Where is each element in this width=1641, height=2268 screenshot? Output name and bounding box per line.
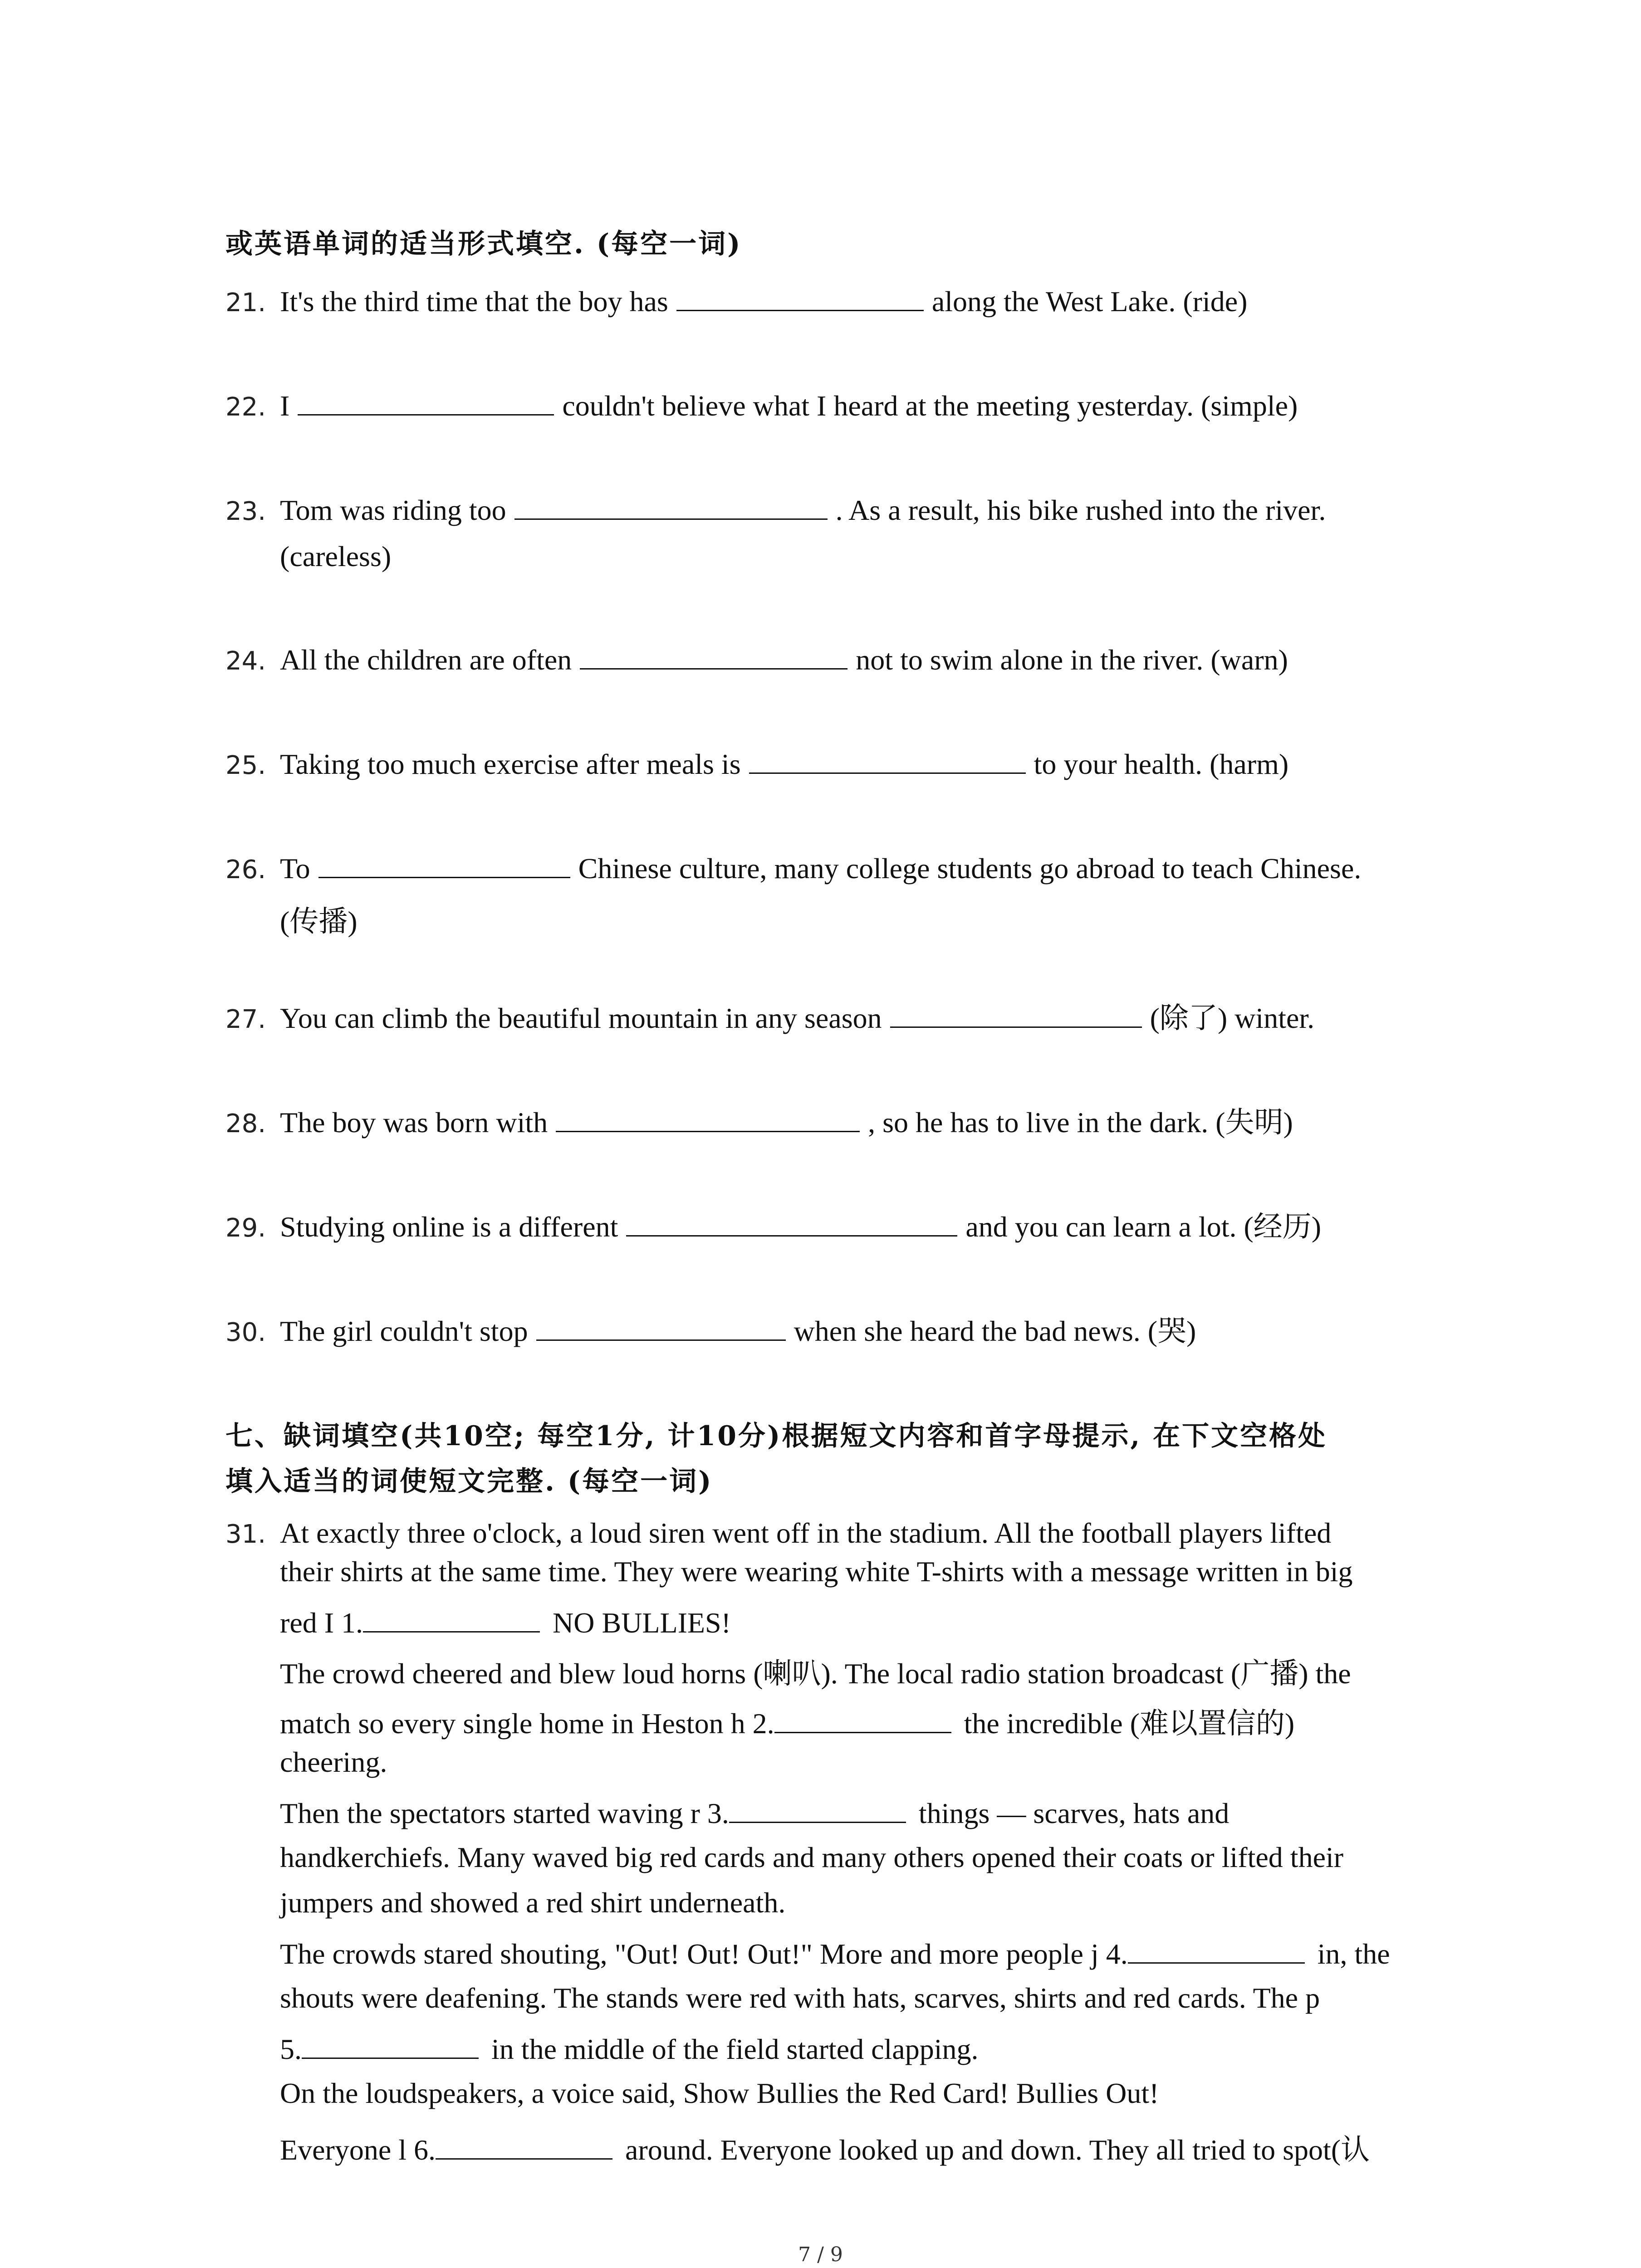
passage-text: in, the — [1317, 1938, 1390, 1970]
question-text-after: couldn't believe what I heard at the meeting yesterday. (simple) — [562, 390, 1298, 422]
question-text-before: Taking too much exercise after meals is — [280, 748, 741, 780]
passage-line: On the loudspeakers, a voice said, Show Bullies the Red Card! Bullies Out! — [280, 2077, 1159, 2109]
question-29 — [225, 1204, 1321, 1251]
question-text-before: I — [280, 390, 290, 422]
answer-blank[interactable] — [749, 746, 1026, 774]
passage-text: match so every single home in Heston h 2. — [280, 1707, 774, 1740]
passage-line: shouts were deafening. The stands were red with hats, scarves, shirts and red cards. The p — [280, 1982, 1320, 2014]
passage-text: Everyone l 6. — [280, 2134, 436, 2166]
question-hint: (careless) — [280, 540, 392, 572]
passage-text: in the middle of the field started clapping. — [491, 2033, 979, 2065]
answer-blank[interactable] — [890, 1000, 1142, 1028]
question-number: 24. — [225, 646, 266, 676]
answer-blank[interactable] — [318, 850, 570, 878]
passage-text: NO BULLIES! — [553, 1607, 731, 1639]
question-text-before: It's the third time that the boy has — [280, 285, 668, 318]
passage-text: the incredible (难以置信的) — [964, 1707, 1295, 1740]
passage-line: their shirts at the same time. They were wearing white T-shirts with a message written in big — [280, 1555, 1353, 1588]
passage-line — [280, 1700, 1294, 1742]
passage-line — [280, 2031, 978, 2066]
question-24 — [225, 637, 1288, 684]
question-text-before: All the children are often — [280, 644, 572, 676]
question-text-before: To — [280, 852, 310, 885]
question-number: 30. — [225, 1318, 266, 1347]
answer-blank[interactable] — [514, 492, 828, 520]
question-text-after: Chinese culture, many college students go abroad to teach Chinese. — [578, 852, 1362, 885]
question-hint: (传播) — [280, 905, 358, 938]
cloze-blank-6[interactable] — [436, 2132, 612, 2160]
passage-line: handkerchiefs. Many waved big red cards and many others opened their coats or lifted their — [280, 1841, 1344, 1873]
question-number: 23. — [225, 497, 266, 526]
passage-text: around. Everyone looked up and down. They all tried to spot(认 — [625, 2134, 1370, 2166]
question-26 — [225, 846, 1361, 893]
question-text-after: and you can learn a lot. (经历) — [965, 1211, 1322, 1243]
question-text-after: along the West Lake. (ride) — [931, 285, 1248, 318]
passage-line — [280, 1795, 1229, 1830]
question-21 — [225, 279, 1247, 326]
page-number: 7 / 9 — [798, 2243, 843, 2266]
passage-line: jumpers and showed a red shirt underneath. — [280, 1887, 786, 1919]
passage-text: At exactly three o'clock, a loud siren went off in the stadium. All the football players lifted — [280, 1517, 1332, 1549]
question-text-before: The boy was born with — [280, 1106, 548, 1139]
question-text-after: not to swim alone in the river. (warn) — [856, 644, 1288, 676]
section-heading: 七、缺词填空(共10空; 每空1分, 计10分)根据短文内容和首字母提示, 在下文空格处 — [225, 1420, 1327, 1452]
question-number: 31. — [225, 1520, 266, 1549]
question-text-after: to your health. (harm) — [1034, 748, 1289, 780]
answer-blank[interactable] — [676, 284, 924, 311]
question-22 — [225, 383, 1298, 430]
answer-blank[interactable] — [556, 1105, 860, 1132]
passage-line — [280, 1605, 731, 1640]
passage-line — [225, 1510, 1331, 1557]
question-text-after: (除了) winter. — [1150, 1002, 1315, 1034]
question-27 — [225, 996, 1314, 1042]
cloze-blank-2[interactable] — [774, 1706, 951, 1733]
answer-blank[interactable] — [580, 642, 847, 670]
section-heading-continued: 或英语单词的适当形式填空. (每空一词) — [225, 228, 742, 260]
question-number: 29. — [225, 1213, 266, 1243]
passage-text: red I 1. — [280, 1607, 363, 1639]
passage-text: 5. — [280, 2033, 302, 2065]
question-text-before: Studying online is a different — [280, 1211, 618, 1243]
answer-blank[interactable] — [298, 388, 554, 415]
question-number: 28. — [225, 1109, 266, 1139]
question-text-before: The girl couldn't stop — [280, 1315, 528, 1347]
passage-text: things — scarves, hats and — [918, 1797, 1230, 1829]
cloze-blank-3[interactable] — [729, 1795, 906, 1823]
cloze-blank-4[interactable] — [1128, 1936, 1305, 1964]
question-28 — [225, 1100, 1293, 1147]
passage-text: Then the spectators started waving r 3. — [280, 1797, 729, 1829]
passage-line: cheering. — [280, 1746, 387, 1778]
section-heading-line2: 填入适当的词使短文完整. (每空一词) — [225, 1466, 713, 1497]
question-number: 25. — [225, 751, 266, 780]
question-23 — [225, 488, 1326, 534]
answer-blank[interactable] — [626, 1209, 957, 1237]
passage-text: The crowds stared shouting, "Out! Out! Out!" More and more people j 4. — [280, 1938, 1128, 1970]
answer-blank[interactable] — [536, 1313, 786, 1341]
question-30 — [225, 1309, 1196, 1355]
question-number: 21. — [225, 288, 266, 318]
question-text-after: , so he has to live in the dark. (失明) — [868, 1106, 1293, 1139]
question-number: 22. — [225, 392, 266, 422]
question-number: 27. — [225, 1005, 266, 1034]
passage-line — [280, 2126, 1370, 2168]
passage-line — [280, 1936, 1390, 1971]
question-text-after: when she heard the bad news. (哭) — [794, 1315, 1196, 1347]
question-text-after: . As a result, his bike rushed into the river. — [835, 494, 1326, 526]
question-number: 26. — [225, 855, 266, 885]
question-text-before: You can climb the beautiful mountain in any season — [280, 1002, 882, 1034]
cloze-blank-5[interactable] — [302, 2031, 479, 2059]
cloze-blank-1[interactable] — [363, 1605, 540, 1633]
question-text-before: Tom was riding too — [280, 494, 506, 526]
passage-line: The crowd cheered and blew loud horns (喇叭). The local radio station broadcast (广播) the — [280, 1657, 1351, 1690]
question-25 — [225, 742, 1288, 788]
